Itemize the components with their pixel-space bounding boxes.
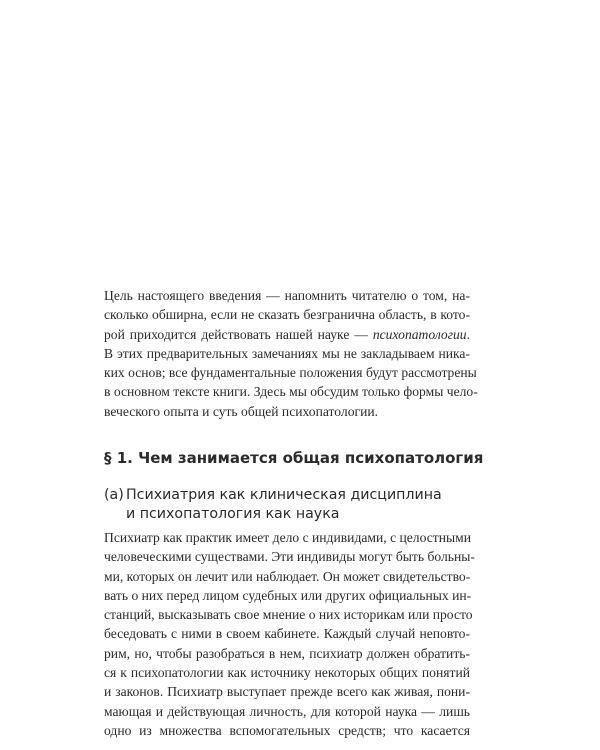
intro-line: В этих предварительных замечаниях мы не закладываем ника-: [104, 345, 470, 361]
subsection-title-line2: и психопатология как наука: [126, 506, 340, 522]
body-line: беседовать с ними в своем кабинете. Каждый случай неповто-: [104, 626, 470, 642]
intro-emphasis: психопатологии: [372, 326, 467, 342]
intro-line: сколько обширна, если не сказать безгранична область, в кото-: [104, 307, 470, 323]
body-line: мающая и действующая личность, для которой наука — лишь: [104, 703, 470, 719]
body-line: одно из множества вспомогательных средств; что касается: [104, 722, 470, 738]
body-line: Психиатр как практик имеет дело с индивидами, с целостными: [104, 530, 471, 545]
intro-paragraph: [104, 286, 478, 421]
body-line: ся к психопатологии как источнику некоторых общих понятий: [104, 665, 470, 681]
subsection-marker: (а): [104, 487, 124, 503]
intro-emphasis-suffix: .: [466, 326, 471, 342]
body-line: рим, но, чтобы разобраться в нем, психиатр должен обратить-: [104, 645, 470, 661]
body-line: ми, которых он лечит или наблюдает. Он может свидетельство-: [104, 568, 471, 584]
intro-line: ких основ; все фундаментальные положения будут рассмотрены: [104, 365, 477, 381]
section-heading: § 1. Чем занимается общая психопатология: [104, 449, 484, 467]
subsection-title-line1: Психиатрия как клиническая дисциплина: [126, 487, 442, 503]
intro-line: веческого опыта и суть общей психопатологии.: [104, 403, 379, 419]
body-paragraph: [104, 528, 475, 740]
body-line: и законов. Психиатр выступает прежде всего как живая, пони-: [104, 684, 470, 700]
intro-line: Цель настоящего введения — напомнить читателю о том, на-: [104, 288, 470, 303]
body-line: человеческими существами. Эти индивиды могут быть больны-: [104, 549, 475, 565]
intro-line-text: рой приходится действовать нашей науке —: [104, 326, 368, 342]
subsection-heading: [104, 486, 484, 524]
body-line: станций, высказывать свое мнение о них историкам или просто: [104, 607, 473, 623]
intro-line: в основном тексте книги. Здесь мы обсудим только формы чело-: [104, 384, 478, 400]
intro-line-with-emphasis: [104, 325, 470, 344]
body-line: вать о них перед лицом судебных или других официальных ин-: [104, 587, 472, 603]
